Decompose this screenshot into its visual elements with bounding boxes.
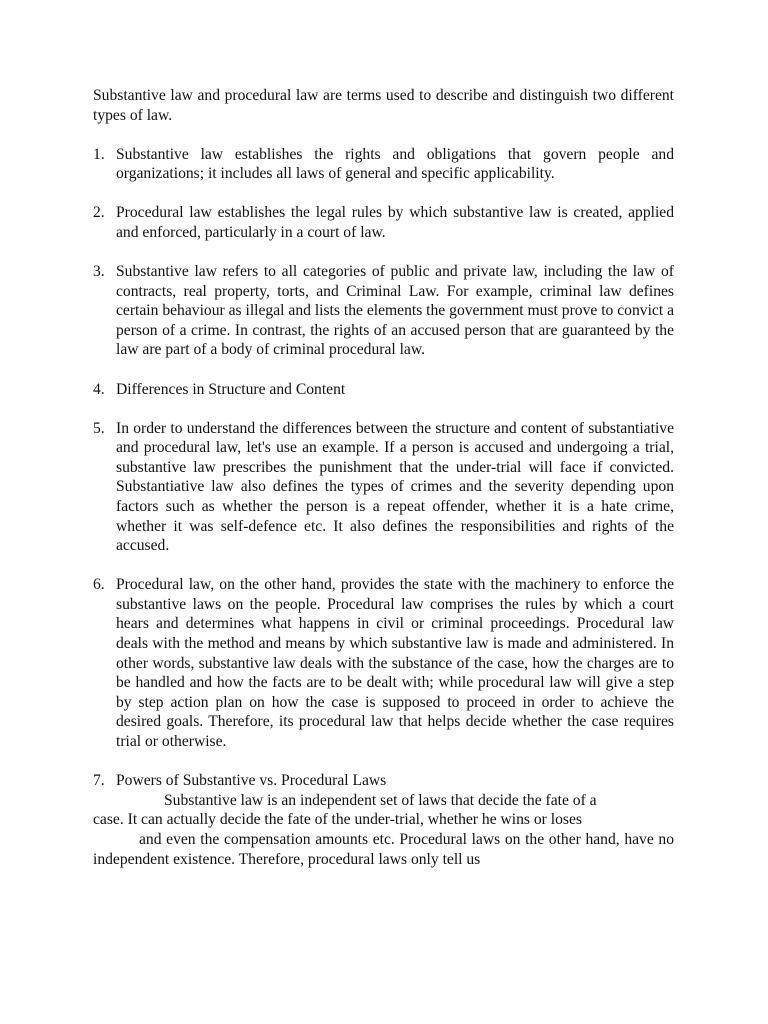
list-number: 6. — [93, 576, 105, 594]
list-item-text: Procedural law establishes the legal rules by which substantive law is created, applied and enforced, particularly in a court of law. — [116, 204, 674, 241]
section-7-paragraph — [93, 791, 674, 869]
list-item-5 — [93, 419, 674, 556]
list-item-7 — [93, 771, 674, 791]
list-number: 2. — [93, 204, 105, 222]
list-item-3 — [93, 262, 674, 360]
document-body — [93, 86, 674, 869]
list-number: 3. — [93, 263, 105, 281]
list-item-text: Differences in Structure and Content — [116, 380, 346, 398]
paragraph-line: and even the compensation amounts etc. Procedural laws on the other hand, have no independent existence. Therefore, procedural laws only tell us — [93, 830, 674, 868]
list-item-1 — [93, 145, 674, 184]
paragraph-line: Substantive law is an independent set of laws that decide the fate of a — [164, 791, 597, 809]
list-item-4 — [93, 380, 674, 400]
list-number: 4. — [93, 380, 105, 398]
list-number: 1. — [93, 145, 105, 163]
paragraph-line: case. It can actually decide the fate of the under-trial, whether he wins or loses — [93, 811, 582, 829]
list-item-6 — [93, 575, 674, 751]
list-number: 7. — [93, 772, 105, 790]
list-number: 5. — [93, 419, 105, 437]
list-item-2 — [93, 203, 674, 242]
list-item-text: Powers of Substantive vs. Procedural Laws — [116, 772, 387, 790]
list-item-text: Substantive law refers to all categories of public and private law, including the law of contracts, real property, torts, and Criminal Law. For example, criminal law defines certain behaviour as illegal and lists the elements the government must prove to convict a person of a crime. In contrast, the rights of an accused person that are guaranteed by the law are part of a body of criminal procedural law. — [116, 263, 674, 359]
list-item-text: Procedural law, on the other hand, provides the state with the machinery to enforce the substantive laws on the people. Procedural law comprises the rules by which a court hears and determines what happens in civil or criminal proceedings. Procedural law deals with the method and means by which substantive law is made and administered. In other words, substantive law deals with the substance of the case, how the charges are to be handled and how the facts are to be dealt with; while procedural law will give a step by step action plan on how the case is supposed to proceed in order to achieve the desired goals. Therefore, its procedural law that helps decide whether the case requires trial or otherwise. — [116, 576, 674, 751]
intro-paragraph: Substantive law and procedural law are terms used to describe and distinguish two different types of law. — [93, 87, 674, 124]
list-item-text: In order to understand the differences between the structure and content of substantiative and procedural law, let's use an example. If a person is accused and undergoing a trial, substantive law prescribes the punishment that the under-trial will face if convicted. Substantiative law also defines the types of crimes and the severity depending upon factors such as whether the person is a repeat offender, whether it is a hate crime, whether it was self-defence etc. It also defines the responsibilities and rights of the accused. — [116, 419, 674, 555]
list-item-text: Substantive law establishes the rights and obligations that govern people and organizations; it includes all laws of general and specific applicability. — [116, 145, 674, 183]
numbered-list — [93, 145, 674, 791]
